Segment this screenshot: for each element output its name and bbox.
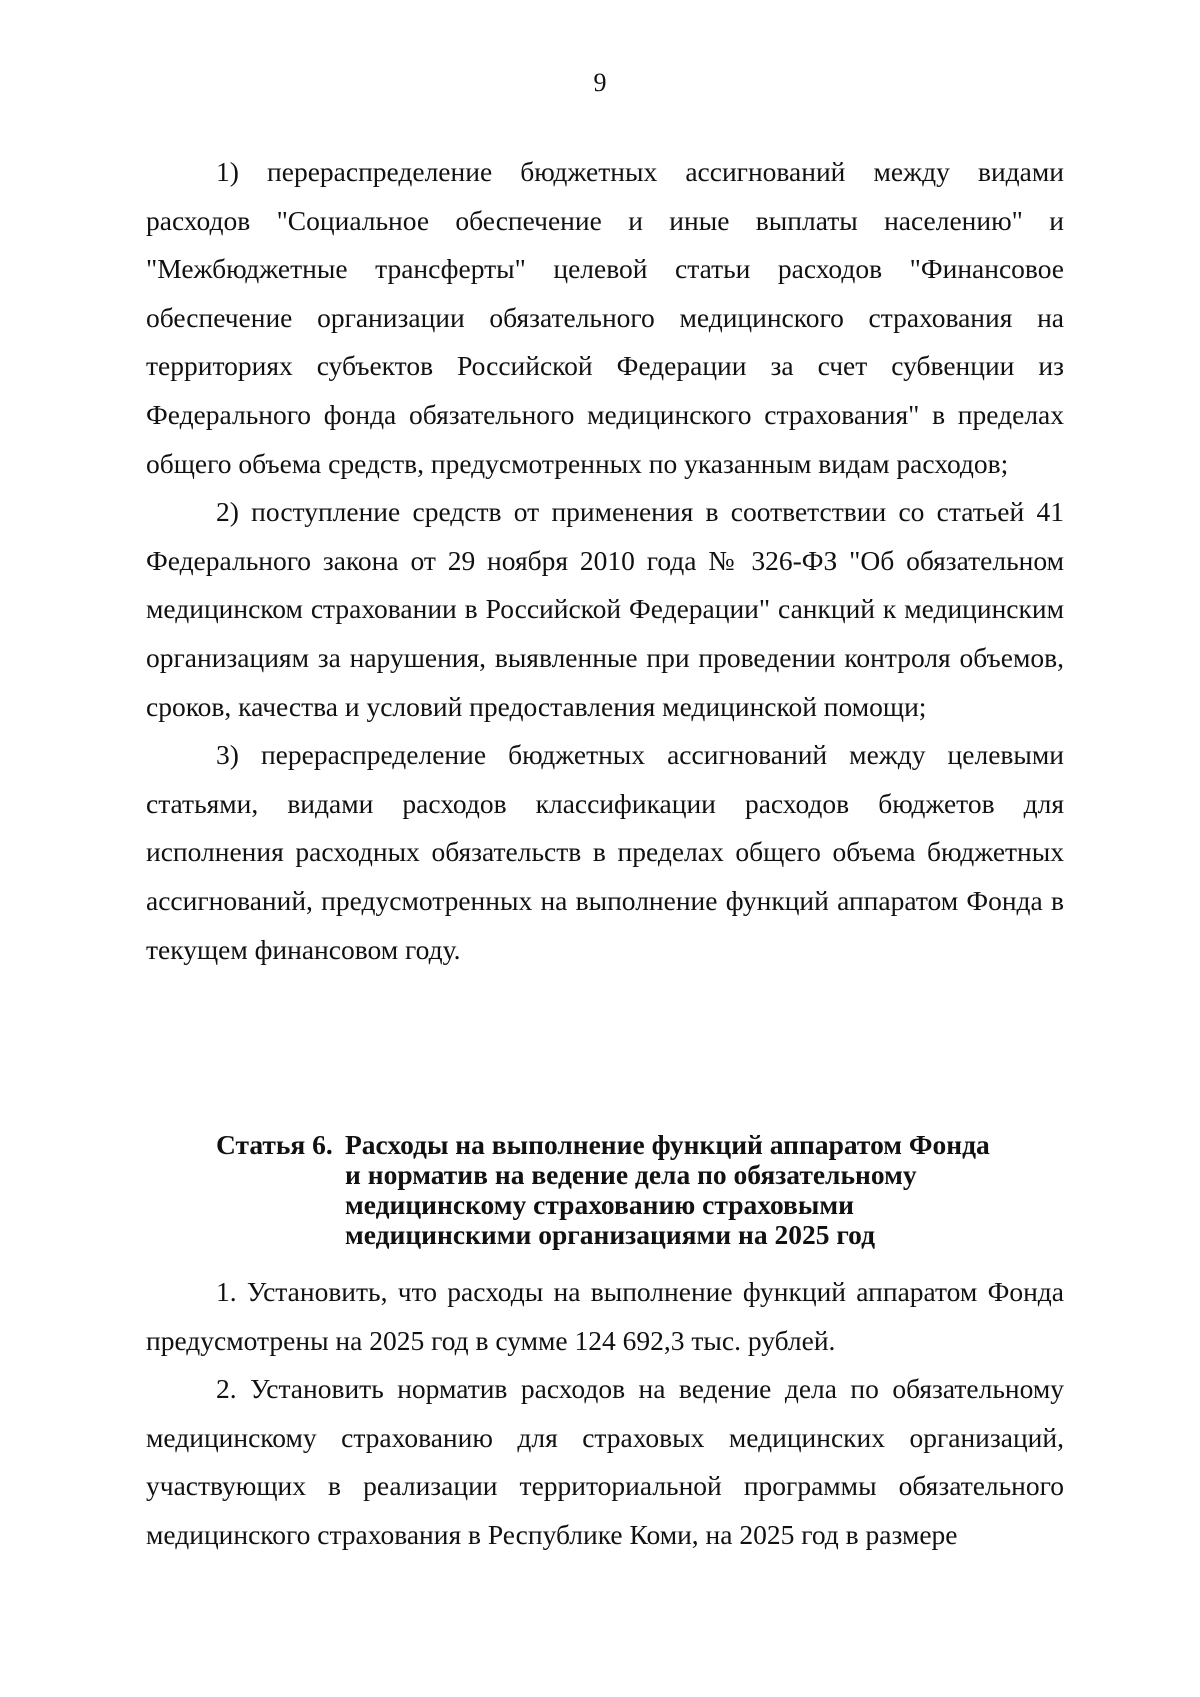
article-paragraph-2: 2. Установить норматив расходов на ведение дела по обязательному медицинскому страхованию для страховых медицинских организаций, участвующих в реализации территориальной программы обязательного медицинского страхования в Республике Коми, на 2025 год в размере (146, 1373, 1064, 1550)
article-body (146, 1268, 1064, 1560)
list-section (146, 148, 1064, 974)
list-item-1: 1) перераспределение бюджетных ассигнований между видами расходов "Социальное обеспечение и иные выплаты населению" и "Межбюджетные трансферты" целевой статьи расходов "Финансовое обеспечение организации обязательного медицинского страхования на территориях субъектов Российской Федерации за счет субвенции из Федерального фонда обязательного медицинского страхования" в пределах общего объема средств, предусмотренных по указанным видам расходов; (146, 156, 1064, 479)
list-item-3: 3) перераспределение бюджетных ассигнований между целевыми статьями, видами расходов классификации расходов бюджетов для исполнения расходных обязательств в пределах общего объема бюджетных ассигнований, предусмотренных на выполнение функций аппаратом Фонда в текущем финансовом году. (146, 739, 1064, 965)
article-title-line-3: медицинскому страхованию страховыми (345, 1189, 854, 1220)
article-title-line-4: медицинскими организациями на 2025 год (345, 1219, 876, 1250)
article-title-line-2: и норматив на ведение дела по обязательному (345, 1159, 917, 1190)
list-item-2: 2) поступление средств от применения в соответствии со статьей 41 Федерального закона от 29 ноября 2010 года № 326-ФЗ "Об обязательном медицинском страховании в Российской Федерации" санкций к медицинским организациям за нарушения, выявленные при проведении контроля объемов, сроков, качества и условий предоставления медицинской помощи; (146, 496, 1064, 722)
article-title (345, 1130, 1045, 1250)
article-label: Статья 6. (216, 1129, 333, 1160)
article-title-line-1: Расходы на выполнение функций аппаратом Фонда (345, 1129, 990, 1160)
article-paragraph-1: 1. Установить, что расходы на выполнение функций аппаратом Фонда предусмотрены на 2025 год в сумме 124 692,3 тыс. рублей. (146, 1276, 1064, 1356)
page-number: 9 (593, 68, 607, 97)
